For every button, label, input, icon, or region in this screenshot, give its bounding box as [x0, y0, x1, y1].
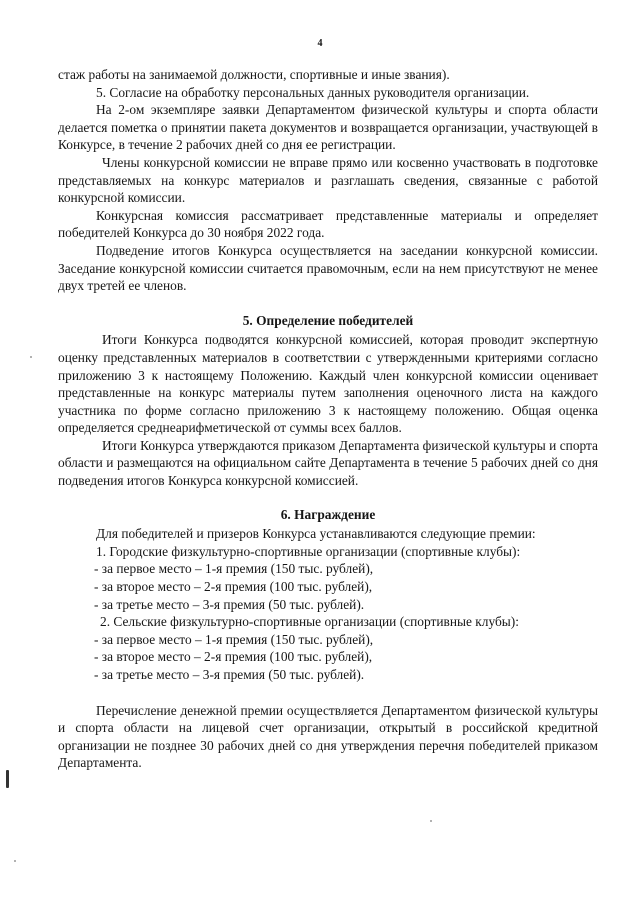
paragraph-commission-review: Конкурсная комиссия рассматривает представленные материалы и определяет победителей Конкурса до 30 ноября 2022 года. — [58, 207, 598, 241]
scan-artifact-dot — [14, 860, 16, 862]
paragraph-approval: Итоги Конкурса утверждаются приказом Департамента физической культуры и спорта области и размещаются на официальном сайте Департамента в течение 5 рабочих дней со дня подведения итогов Конкурса конкурсной комиссией. — [58, 437, 598, 489]
paragraph-commission-members: Члены конкурсной комиссии не вправе прямо или косвенно участвовать в подготовке представляемых на конкурс материалов и разглашать сведения, связанные с работой конкурсной комиссии. — [58, 154, 598, 206]
prize-item: - за второе место – 2-я премия (100 тыс. рублей), — [94, 579, 373, 595]
prize-item: - за третье место – 3-я премия (50 тыс. рублей). — [94, 667, 365, 682]
paragraph-prize-transfer: Перечисление денежной премии осуществляется Департаментом физической культуры и спорта области на лицевой счет организации, открытый в российской кредитной организации не позднее 30 рабочих дней со дня утверждения перечня победителей приказом Департамента. — [58, 702, 598, 771]
paragraph-results-meeting: Подведение итогов Конкурса осуществляется на заседании конкурсной комиссии. Заседание конкурсной комиссии считается правомочным, если на нем присутствуют не менее двух третей ее членов. — [58, 242, 598, 294]
prize-group-rural-title: 2. Сельские физкультурно-спортивные организации (спортивные клубы): — [100, 614, 519, 630]
prize-item: - за первое место – 1-я премия (150 тыс. рублей), — [94, 561, 374, 577]
paragraph-evaluation: Итоги Конкурса подводятся конкурсной комиссией, которая проводит экспертную оценку представленных материалов в соответствии с утвержденными критериями согласно приложению 3 к настоящему Положению. Каждый член конкурсной комиссии оценивает представленные на конкурс материалы путем заполнения оценочного листа на каждого участника по форме согласно приложению 3 к настоящему положению. Общая оценка определяется среднеарифметической от суммы всех баллов. — [58, 332, 598, 436]
prize-item: - за первое место – 1-я премия (150 тыс. рублей), — [94, 631, 374, 647]
page-number: 4 — [317, 38, 323, 49]
paragraph-continuation: стаж работы на занимаемой должности, спортивные и иные звания). — [58, 67, 450, 82]
section-heading-winners: 5. Определение победителей — [242, 312, 414, 328]
section-heading-awards: 6. Награждение — [280, 506, 376, 522]
prize-item: - за второе место – 2-я премия (100 тыс. рублей), — [94, 649, 373, 665]
paragraph-second-copy: На 2-ом экземпляре заявки Департаментом физической культуры и спорта области делается пометка о принятии пакета документов и возвращается организации, участвующей в Конкурсе, в течение 2 рабочих дней со дня ее регистрации. — [58, 102, 598, 153]
paragraph-prizes-intro: Для победителей и призеров Конкурса устанавливаются следующие премии: — [96, 526, 536, 542]
scan-artifact-mark — [6, 770, 9, 788]
paragraph-consent: 5. Согласие на обработку персональных данных руководителя организации. — [96, 84, 530, 100]
scan-artifact-dot — [30, 356, 32, 358]
document-body — [58, 66, 598, 772]
prize-item: - за третье место – 3-я премия (50 тыс. рублей). — [94, 596, 365, 612]
scan-artifact-dot — [430, 820, 432, 822]
prize-group-urban-title: 1. Городские физкультурно-спортивные организации (спортивные клубы): — [96, 543, 521, 559]
spacer — [58, 684, 598, 702]
